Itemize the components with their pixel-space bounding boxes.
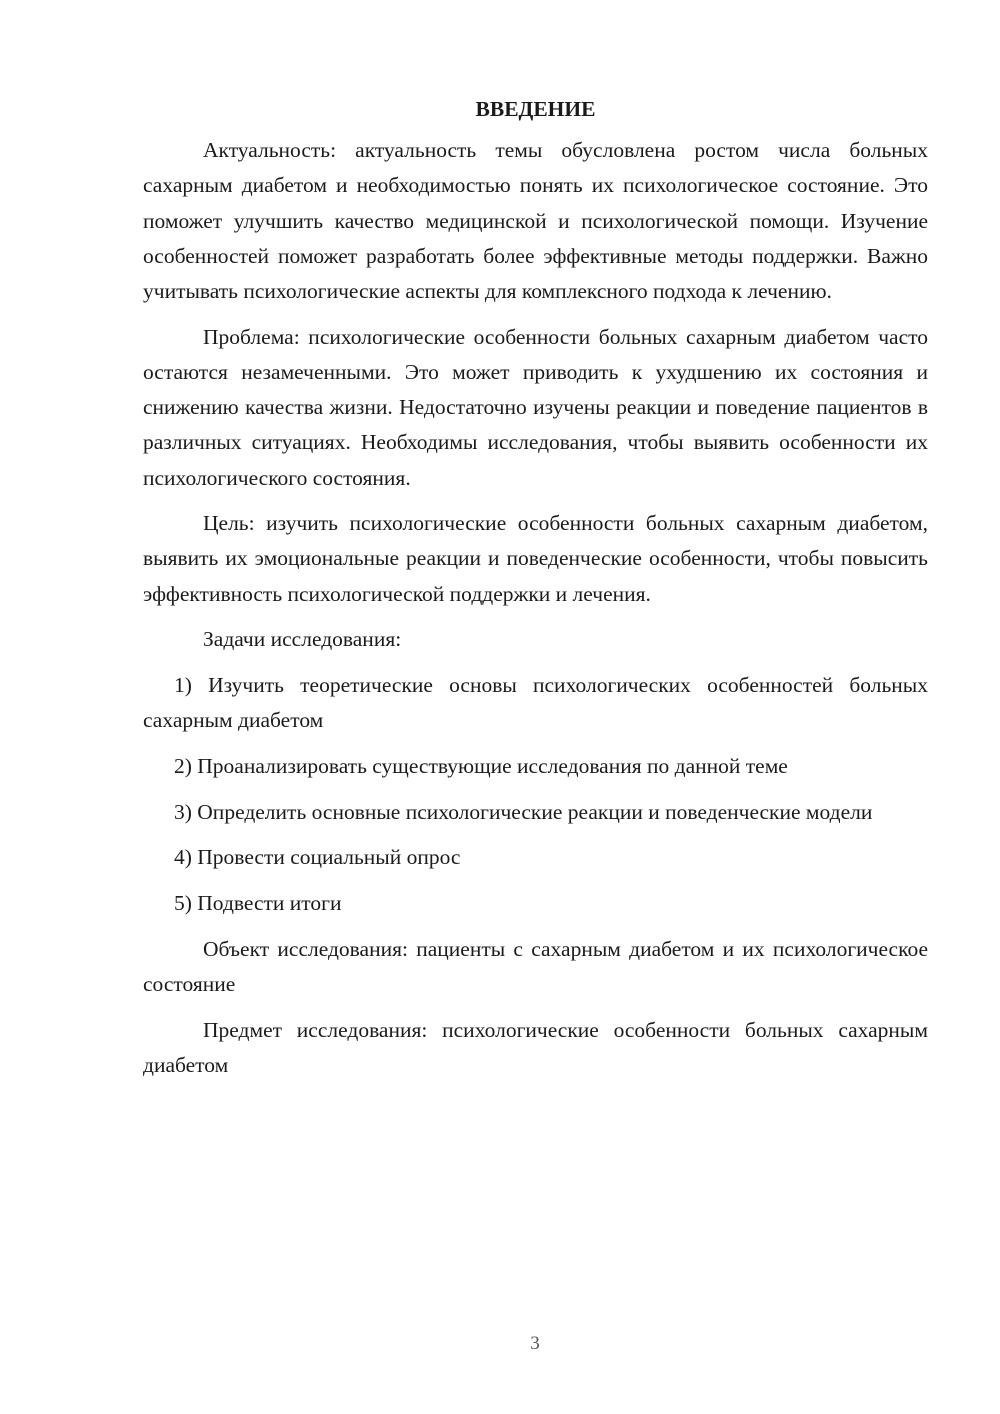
paragraph-subject: Предмет исследования: психологические особенности больных сахарным диабетом [143, 1017, 928, 1077]
list-item: 3) Определить основные психологические реакции и поведенческие модели [174, 799, 873, 824]
document-page [143, 92, 928, 1094]
paragraph-goal: Цель: изучить психологические особенности больных сахарным диабетом, выявить их эмоциональные реакции и поведенческие особенности, чтобы повысить эффективность психологической поддержки и лечения. [143, 511, 928, 606]
list-item: 1) Изучить теоретические основы психологических особенностей больных сахарным диабетом [143, 673, 928, 733]
page-number: 3 [530, 1333, 540, 1354]
list-item: 2) Проанализировать существующие исследования по данной теме [174, 753, 788, 778]
tasks-list [143, 668, 928, 921]
list-item: 4) Провести социальный опрос [174, 845, 461, 870]
list-item: 5) Подвести итоги [174, 891, 342, 916]
page-title: ВВЕДЕНИЕ [475, 97, 596, 121]
paragraph-problem: Проблема: психологические особенности больных сахарным диабетом часто остаются незамеченными. Это может приводить к ухудшению их состояния и снижению качества жизни. Недостаточно изучены реакции и поведение пациентов в различных ситуациях. Необходимы исследования, чтобы выявить особенности их психологического состояния. [143, 324, 928, 490]
paragraph-relevance: Актуальность: актуальность темы обусловлена ростом числа больных сахарным диабетом и необходимостью понять их психологическое состояние. Это поможет улучшить качество медицинской и психологической помощи. Изучение особенностей поможет разработать более эффективные методы поддержки. Важно учитывать психологические аспекты для комплексного подхода к лечению. [143, 138, 928, 304]
tasks-heading: Задачи исследования: [203, 627, 402, 652]
paragraph-object: Объект исследования: пациенты с сахарным диабетом и их психологическое состояние [143, 936, 928, 996]
